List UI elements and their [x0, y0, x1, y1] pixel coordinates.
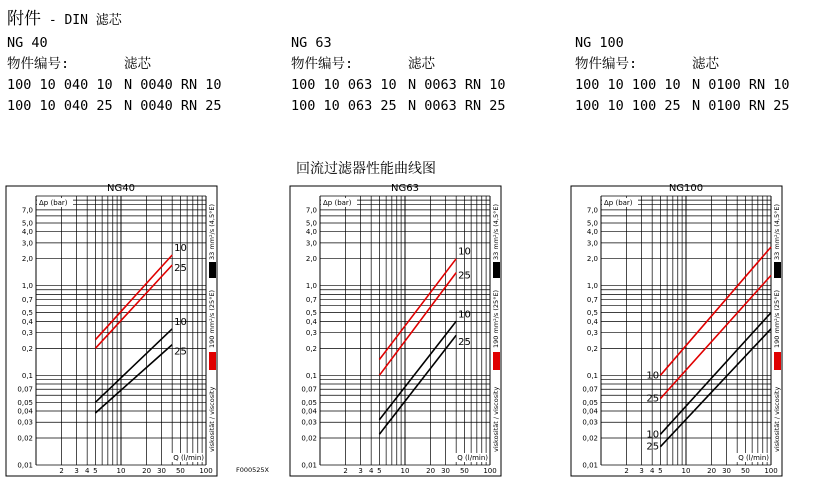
parts-block-ng100	[575, 33, 790, 117]
y-tick-label: 0,3	[21, 329, 33, 338]
part-number: 100 10 040 25	[7, 98, 113, 114]
x-tick-label: 5	[93, 467, 98, 475]
chart-ng100	[571, 180, 797, 480]
y-tick-label: 7,0	[305, 206, 317, 215]
parts-row	[291, 96, 506, 117]
y-tick-label: 0,02	[582, 434, 598, 443]
x-tick-label: 2	[343, 467, 348, 475]
element-header: 滤芯	[408, 56, 435, 72]
curve-33-25	[379, 335, 456, 434]
y-tick-label: 0,4	[21, 317, 33, 326]
y-tick-label: 0,7	[305, 296, 317, 305]
y-tick-label: 3,0	[21, 239, 33, 248]
viscosity-190-swatch	[774, 352, 781, 370]
x-tick-label: 20	[142, 467, 152, 475]
curve-190-10	[95, 255, 172, 340]
part-number: 100 10 063 10	[291, 77, 397, 93]
curve-190-25	[660, 275, 771, 398]
y-tick-label: 4,0	[21, 228, 33, 237]
y-tick-label: 0,7	[586, 296, 598, 305]
curve-label: 10	[174, 242, 187, 254]
curve-label: 10	[646, 429, 660, 441]
y-tick-label: 0,07	[301, 385, 317, 394]
parts-row	[575, 96, 790, 117]
title-subtitle: DIN 滤芯	[64, 13, 122, 28]
column-headers	[7, 54, 151, 75]
y-tick-label: 0,5	[305, 309, 317, 318]
figure-reference: F000525X	[236, 466, 270, 474]
title-separator: -	[41, 13, 65, 28]
chart-title: NG63	[391, 183, 419, 194]
y-tick-label: 5,0	[305, 219, 317, 228]
element-code: N 0040 RN 10	[124, 77, 222, 93]
viscosity-33-swatch	[209, 262, 216, 278]
viscosity-33-label: 33 mm²/s (4,5°E)	[492, 203, 500, 260]
y-tick-label: 0,07	[582, 385, 598, 394]
y-tick-label: 2,0	[586, 255, 598, 264]
chart-frame	[571, 186, 782, 476]
x-tick-label: 50	[175, 467, 185, 475]
x-axis-label: Q (l/min)	[738, 454, 769, 462]
y-tick-label: 0,4	[586, 317, 598, 326]
y-tick-label: 0,03	[301, 418, 317, 427]
y-axis-label: Δp (bar)	[323, 199, 352, 207]
viscosity-33-label: 33 mm²/s (4,5°E)	[773, 203, 781, 260]
x-tick-label: 2	[59, 467, 64, 475]
parts-block-ng40	[7, 33, 222, 117]
x-tick-label: 100	[199, 467, 213, 475]
part-number: 100 10 040 10	[7, 77, 113, 93]
curve-label: 25	[646, 441, 660, 453]
y-tick-label: 7,0	[586, 206, 598, 215]
chart-title: NG40	[107, 183, 135, 194]
y-tick-label: 2,0	[305, 255, 317, 264]
viscosity-side-label: viskosität / viscosity	[208, 386, 216, 452]
part-number: 100 10 063 25	[291, 98, 397, 114]
y-tick-label: 5,0	[21, 219, 33, 228]
curve-label: 25	[458, 337, 471, 349]
viscosity-side-label: viskosität / viscosity	[773, 386, 781, 452]
viscosity-190-label: 190 mm²/s (25°E)	[773, 289, 781, 348]
element-code: N 0063 RN 10	[408, 77, 506, 93]
viscosity-side-label: viskosität / viscosity	[492, 386, 500, 452]
parts-row	[7, 75, 222, 96]
viscosity-33-swatch	[493, 262, 500, 278]
y-axis-label: Δp (bar)	[604, 199, 633, 207]
parts-block-ng63	[291, 33, 506, 117]
y-tick-label: 0,05	[17, 398, 33, 407]
curve-label: 25	[646, 393, 660, 405]
y-tick-label: 0,2	[305, 344, 317, 353]
element-header: 滤芯	[124, 56, 151, 72]
chart-ng63	[290, 180, 516, 480]
y-tick-label: 0,03	[17, 418, 33, 427]
y-tick-label: 0,4	[305, 317, 317, 326]
x-tick-label: 100	[483, 467, 497, 475]
viscosity-190-swatch	[493, 352, 500, 370]
x-tick-label: 100	[764, 467, 778, 475]
y-tick-label: 0,05	[301, 398, 317, 407]
chart-title: NG100	[668, 183, 704, 194]
column-headers	[575, 54, 719, 75]
y-tick-label: 0,5	[586, 309, 598, 318]
curve-190-25	[379, 273, 456, 376]
y-axis-label: Δp (bar)	[39, 199, 68, 207]
curve-33-10	[660, 313, 771, 435]
y-tick-label: 4,0	[586, 228, 598, 237]
page-title	[7, 4, 122, 29]
x-tick-label: 3	[358, 467, 363, 475]
part-number-header: 物件编号:	[575, 56, 638, 72]
y-tick-label: 0,2	[21, 344, 33, 353]
part-number: 100 10 100 10	[575, 77, 681, 93]
element-code: N 0100 RN 25	[692, 98, 790, 114]
y-tick-label: 0,07	[17, 385, 33, 394]
curve-33-25	[660, 329, 771, 447]
x-tick-label: 20	[426, 467, 436, 475]
column-headers	[291, 54, 435, 75]
y-tick-label: 0,04	[582, 407, 598, 416]
x-tick-label: 30	[157, 467, 167, 475]
viscosity-190-label: 190 mm²/s (25°E)	[208, 289, 216, 348]
x-axis-label: Q (l/min)	[457, 454, 488, 462]
x-tick-label: 50	[459, 467, 469, 475]
element-code: N 0040 RN 25	[124, 98, 222, 114]
size-label: NG 63	[291, 35, 332, 51]
y-tick-label: 3,0	[305, 239, 317, 248]
parts-row	[575, 75, 790, 96]
y-tick-label: 0,7	[21, 296, 33, 305]
x-tick-label: 3	[74, 467, 79, 475]
x-tick-label: 30	[722, 467, 732, 475]
curve-33-25	[95, 345, 172, 413]
y-tick-label: 0,2	[586, 344, 598, 353]
curve-190-10	[660, 247, 771, 375]
x-tick-label: 5	[658, 467, 663, 475]
y-tick-label: 1,0	[586, 282, 598, 291]
curve-label: 25	[174, 263, 187, 275]
viscosity-190-label: 190 mm²/s (25°E)	[492, 289, 500, 348]
element-code: N 0063 RN 25	[408, 98, 506, 114]
curve-label: 10	[174, 316, 187, 328]
size-label: NG 100	[575, 35, 624, 51]
x-tick-label: 10	[116, 467, 126, 475]
x-axis-label: Q (l/min)	[173, 454, 204, 462]
x-tick-label: 5	[377, 467, 382, 475]
x-tick-label: 4	[368, 467, 374, 475]
chart-frame	[290, 186, 501, 476]
x-tick-label: 20	[707, 467, 717, 475]
curve-label: 10	[458, 309, 471, 321]
viscosity-190-swatch	[209, 352, 216, 370]
element-header: 滤芯	[692, 56, 719, 72]
y-tick-label: 2,0	[21, 255, 33, 264]
y-tick-label: 0,01	[17, 461, 33, 470]
charts-heading: 回流过滤器性能曲线图	[296, 161, 436, 177]
x-tick-label: 10	[681, 467, 691, 475]
viscosity-33-label: 33 mm²/s (4,5°E)	[208, 203, 216, 260]
y-tick-label: 0,1	[586, 371, 598, 380]
y-tick-label: 0,01	[301, 461, 317, 470]
y-tick-label: 0,05	[582, 398, 598, 407]
size-label: NG 40	[7, 35, 48, 51]
y-tick-label: 0,1	[21, 371, 33, 380]
y-tick-label: 0,3	[586, 329, 598, 338]
y-tick-label: 0,04	[301, 407, 317, 416]
curve-33-10	[95, 329, 172, 403]
x-tick-label: 50	[740, 467, 750, 475]
y-tick-label: 0,03	[582, 418, 598, 427]
x-tick-label: 4	[649, 467, 655, 475]
y-tick-label: 0,1	[305, 371, 317, 380]
y-tick-label: 1,0	[305, 282, 317, 291]
curve-label: 10	[646, 370, 660, 382]
chart-ng40	[6, 180, 232, 480]
y-tick-label: 0,5	[21, 309, 33, 318]
x-tick-label: 30	[441, 467, 451, 475]
title-main: 附件	[7, 9, 41, 29]
curve-33-10	[379, 321, 456, 419]
curve-label: 10	[458, 246, 471, 258]
part-number: 100 10 100 25	[575, 98, 681, 114]
y-tick-label: 7,0	[21, 206, 33, 215]
y-tick-label: 3,0	[586, 239, 598, 248]
part-number-header: 物件编号:	[291, 56, 354, 72]
x-tick-label: 10	[400, 467, 410, 475]
x-tick-label: 3	[639, 467, 644, 475]
parts-row	[7, 96, 222, 117]
y-tick-label: 0,01	[582, 461, 598, 470]
element-code: N 0100 RN 10	[692, 77, 790, 93]
curve-190-25	[95, 265, 172, 348]
y-tick-label: 4,0	[305, 228, 317, 237]
curve-190-10	[379, 259, 456, 360]
curve-label: 25	[458, 270, 471, 282]
y-tick-label: 5,0	[586, 219, 598, 228]
y-tick-label: 0,02	[17, 434, 33, 443]
y-tick-label: 0,3	[305, 329, 317, 338]
y-tick-label: 1,0	[21, 282, 33, 291]
curve-label: 25	[174, 346, 187, 358]
x-tick-label: 4	[84, 467, 90, 475]
part-number-header: 物件编号:	[7, 56, 70, 72]
parts-row	[291, 75, 506, 96]
y-tick-label: 0,04	[17, 407, 33, 416]
x-tick-label: 2	[624, 467, 629, 475]
y-tick-label: 0,02	[301, 434, 317, 443]
viscosity-33-swatch	[774, 262, 781, 278]
